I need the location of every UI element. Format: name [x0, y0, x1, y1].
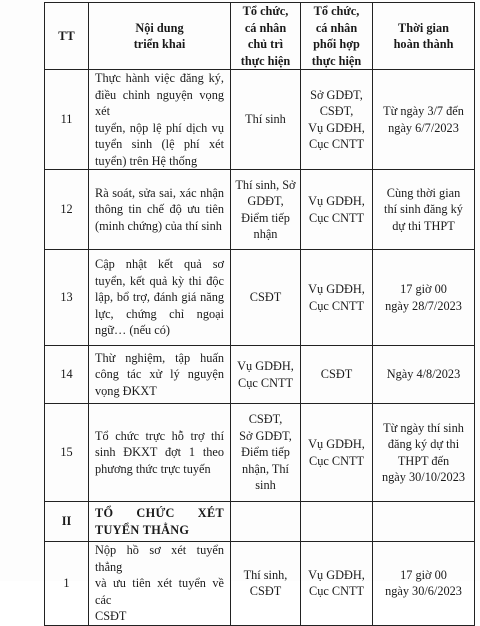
cell-line: TUYỂN THẲNG	[95, 522, 190, 537]
table-row	[45, 70, 475, 170]
row-coop	[301, 542, 373, 626]
row-time	[373, 170, 475, 250]
cell-line: Thừ nghiệm, tập huấn	[95, 350, 224, 365]
row-number: 13	[45, 250, 89, 346]
cell-line: CSĐT	[249, 290, 282, 305]
cell-line: Thí sinh, Sở	[235, 177, 296, 192]
section-empty-cell	[231, 502, 301, 542]
cell-line: GDĐT,	[247, 194, 284, 208]
row-time	[373, 404, 475, 502]
row-coop	[301, 346, 373, 404]
row-coop	[301, 250, 373, 346]
cell-line: Cục CNTT	[238, 375, 293, 390]
cell-line: Cục CNTT	[309, 453, 364, 468]
cell-line: Thực hành việc đăng ký,	[95, 71, 224, 85]
cell-line: Cục CNTT	[309, 584, 364, 599]
cell-line: Từ ngày thí sinh	[383, 420, 464, 435]
row-coop	[301, 404, 373, 502]
row-content	[89, 170, 231, 250]
cell-line: dự thi THPT	[392, 218, 455, 233]
section-number: II	[45, 502, 89, 542]
cell-line: sinh	[255, 478, 276, 493]
cell-line: CSĐT	[320, 367, 353, 382]
header-lead	[231, 3, 301, 70]
cell-line: Điểm tiếp	[241, 445, 290, 460]
cell-line: thí sinh đăng ký	[384, 202, 463, 217]
cell-line: lực, chứng chỉ ngoại	[95, 306, 224, 321]
cell-line: Cục CNTT	[309, 137, 364, 151]
cell-line: Thí sinh,	[243, 567, 288, 582]
cell-line: TỔ CHỨC XÉT	[95, 506, 224, 520]
cell-line: tuyển) trên Hệ thống	[95, 153, 198, 168]
row-number: 14	[45, 346, 89, 404]
row-content	[89, 346, 231, 404]
cell-line: thực hiện	[240, 53, 291, 68]
header-content	[89, 3, 231, 70]
cell-line: cá nhân	[244, 20, 287, 35]
header-tt: TT	[45, 3, 89, 70]
row-number: 12	[45, 170, 89, 250]
cell-line: nhận	[253, 227, 278, 241]
cell-line: Nội dung	[135, 20, 184, 35]
row-content	[89, 250, 231, 346]
cell-line: hoàn thành	[393, 37, 454, 51]
cell-line: Cùng thời gian	[386, 185, 461, 200]
cell-line: Vụ GDĐH,	[308, 194, 365, 208]
row-lead	[231, 70, 301, 170]
cell-line: công tác xử lý nguyện	[95, 367, 224, 382]
cell-line: Tổ chức,	[242, 4, 289, 18]
cell-line: phối hợp	[313, 37, 360, 51]
cell-line: ngày 30/10/2023	[382, 470, 465, 484]
header-time	[373, 3, 475, 70]
cell-line: Thí sinh	[245, 112, 286, 127]
cell-line: phương thức trực tuyến	[95, 461, 211, 476]
row-lead	[231, 250, 301, 346]
header-coop	[301, 3, 373, 70]
cell-line: triển khai	[133, 37, 186, 51]
row-coop	[301, 70, 373, 170]
cell-line: ngày 6/7/2023	[388, 120, 459, 135]
section-title	[89, 502, 231, 542]
section-empty-cell	[301, 502, 373, 542]
row-time	[373, 346, 475, 404]
row-time	[373, 542, 475, 626]
cell-line: vọng ĐKXT	[95, 383, 157, 398]
row-number: 15	[45, 404, 89, 502]
row-number: 11	[45, 70, 89, 170]
cell-line: 17 giờ 00	[400, 567, 447, 582]
table-row	[45, 250, 475, 346]
cell-line: Sở GDĐT,	[239, 428, 292, 443]
table-row	[45, 170, 475, 250]
row-time	[373, 70, 475, 170]
section-row	[45, 502, 475, 542]
table-row	[45, 542, 475, 626]
schedule-table	[44, 2, 475, 626]
cell-line: Cập nhật kết quả sơ	[95, 257, 224, 272]
cell-line: tuyển sinh (lệ phí xét	[95, 137, 224, 151]
cell-line: Tổ chức,	[313, 4, 360, 18]
cell-line: 17 giờ 00	[400, 282, 447, 296]
cell-line: (minh chứng) của thí sinh	[95, 218, 222, 233]
cell-line: CSĐT	[249, 584, 282, 599]
cell-line: Điểm tiếp	[241, 210, 290, 225]
cell-line: thông tin chế độ ưu tiên	[95, 202, 224, 217]
cell-line: Rà soát, sửa sai, xác nhận	[95, 185, 224, 200]
cell-line: Từ ngày 3/7 đến	[383, 104, 464, 118]
cell-line: lập, bổ trợ, đánh giá năng	[95, 290, 224, 305]
cell-line: sinh ĐKXT đợt 1 theo	[95, 445, 224, 460]
cell-line: ngữ… (nếu có)	[95, 323, 170, 338]
cell-line: CSĐT,	[248, 412, 283, 427]
cell-line: cá nhân	[315, 20, 358, 35]
row-lead	[231, 170, 301, 250]
row-number: 1	[45, 542, 89, 626]
cell-line: nhận, Thí	[242, 461, 289, 476]
cell-line: Vụ GDĐH,	[308, 120, 365, 135]
cell-line: Ngày 4/8/2023	[386, 367, 461, 382]
row-coop	[301, 170, 373, 250]
cell-line: Vụ GDĐH,	[308, 282, 365, 296]
row-time	[373, 250, 475, 346]
cell-line: Nộp hồ sơ xét tuyển thẳng	[95, 543, 224, 574]
cell-line: tuyển, nộp lệ phí dịch vụ	[95, 120, 224, 135]
cell-line: CSĐT,	[319, 104, 354, 118]
row-lead	[231, 346, 301, 404]
row-content	[89, 404, 231, 502]
row-content	[89, 70, 231, 170]
section-empty-cell	[373, 502, 475, 542]
cell-line: chủ trì	[247, 37, 284, 51]
row-content	[89, 542, 231, 626]
cell-line: và ưu tiên xét tuyển về các	[95, 576, 224, 607]
cell-line: điều chỉnh nguyện vọng xét	[95, 87, 224, 118]
table-row	[45, 346, 475, 404]
cell-line: Sở GDĐT,	[310, 87, 363, 102]
row-lead	[231, 542, 301, 626]
cell-line: Cục CNTT	[309, 210, 364, 225]
cell-line: Tổ chức trực hỗ trợ thí	[95, 428, 224, 443]
cell-line: ngày 30/6/2023	[385, 584, 462, 599]
cell-line: Vụ GDĐH,	[308, 567, 365, 582]
table-row	[45, 404, 475, 502]
cell-line: đăng ký dự thi	[387, 437, 460, 451]
cell-line: tuyển, kết quả kỳ thi độc	[95, 273, 224, 288]
cell-line: Vụ GDĐH,	[308, 437, 365, 451]
cell-line: thực hiện	[311, 53, 362, 68]
cell-line: Thời gian	[398, 20, 449, 35]
cell-line: Cục CNTT	[309, 298, 364, 313]
cell-line: Vụ GDĐH,	[237, 359, 294, 373]
cell-line: ngày 28/7/2023	[385, 298, 462, 313]
header-row	[45, 3, 475, 70]
cell-line: CSĐT	[95, 609, 127, 623]
cell-line: THPT đến	[397, 453, 450, 468]
row-lead	[231, 404, 301, 502]
